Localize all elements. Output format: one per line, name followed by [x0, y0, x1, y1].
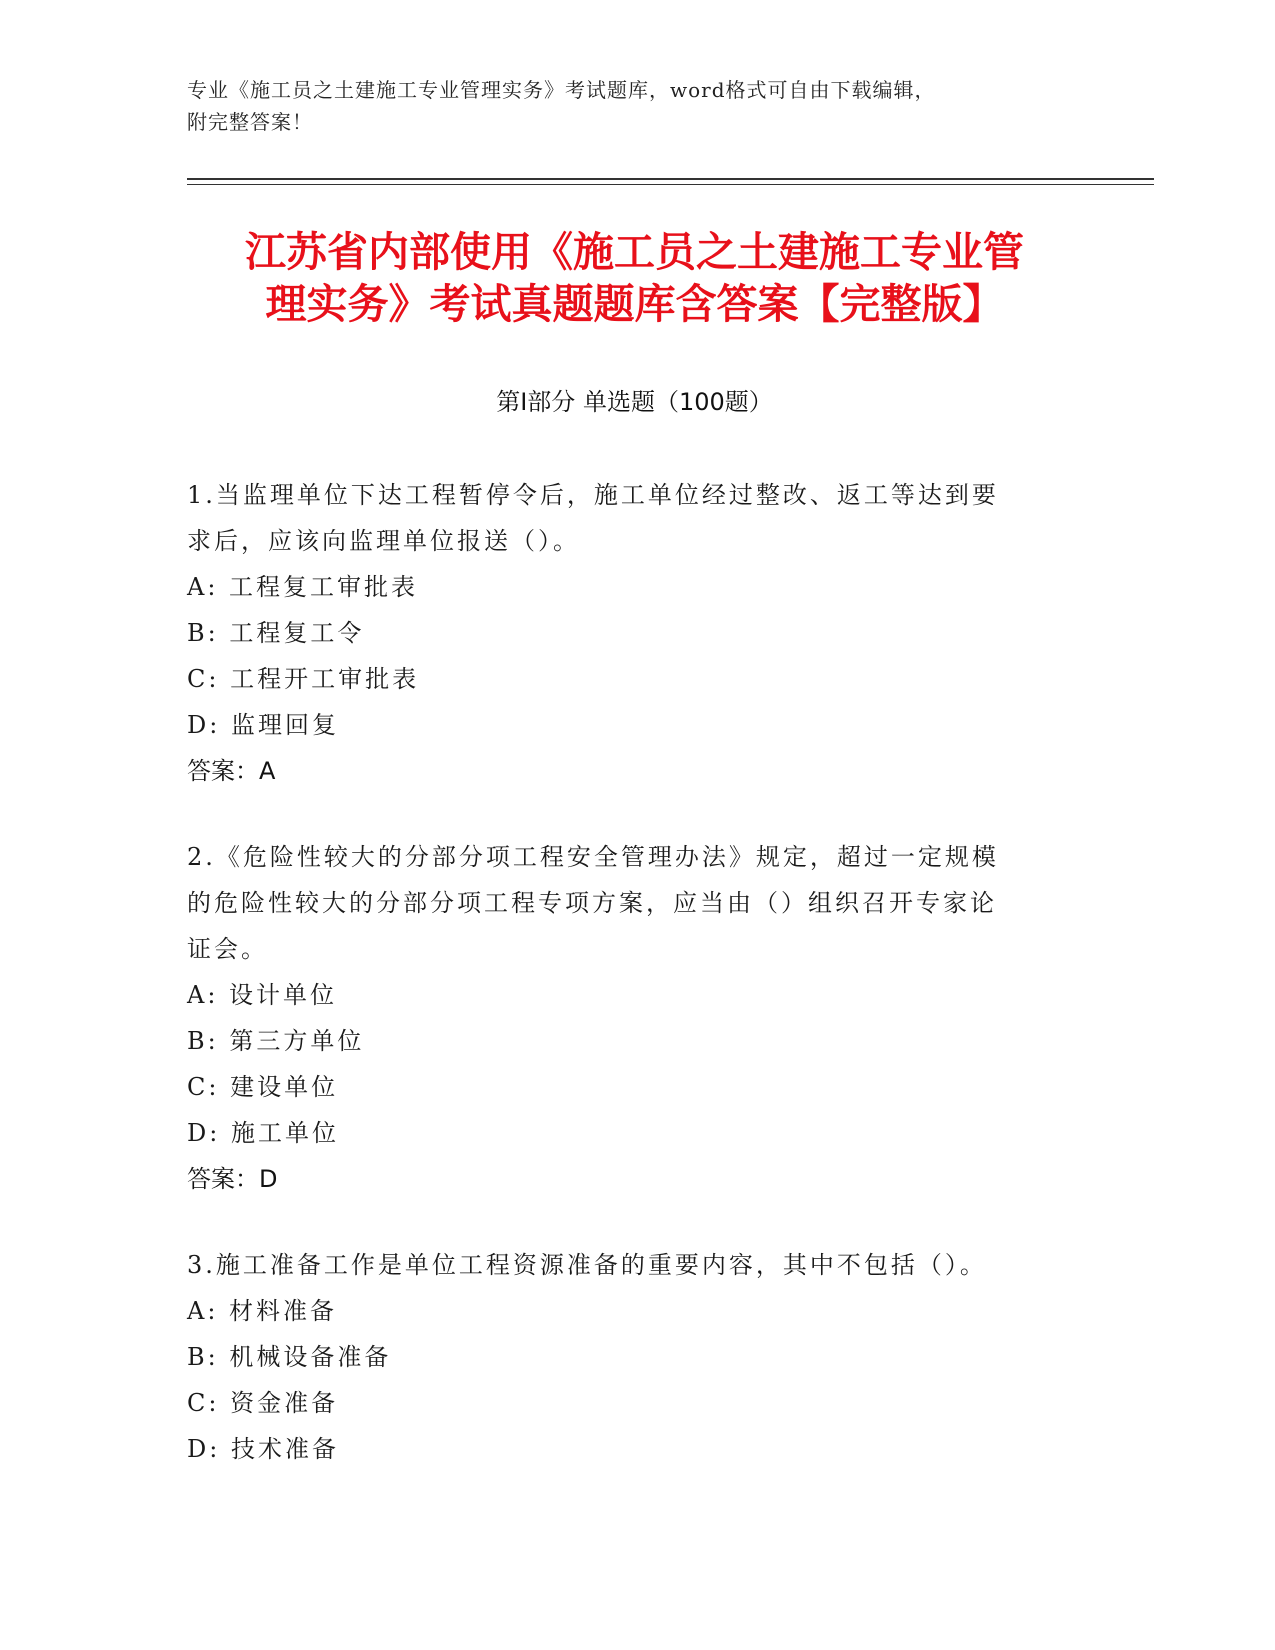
document-title-line-1: 江苏省内部使用《施工员之土建施工专业管 [245, 228, 1024, 276]
question-stem-line: 求后，应该向监理单位报送（）。 [187, 527, 580, 555]
option-a: A: 工程复工审批表 [187, 573, 419, 601]
question-stem-line: 证会。 [187, 935, 268, 963]
header-rule-thick [187, 178, 1154, 180]
header-note-line-2: 附完整答案！ [187, 110, 313, 134]
document-title-line-2: 理实务》考试真题题库含答案【完整版】 [265, 280, 1004, 328]
option-a: A: 设计单位 [187, 981, 338, 1009]
option-b: B: 机械设备准备 [187, 1343, 392, 1371]
option-a: A: 材料准备 [187, 1297, 338, 1325]
option-d: D: 施工单位 [187, 1119, 339, 1147]
option-c: C: 资金准备 [187, 1389, 339, 1417]
document-title [187, 226, 1082, 330]
option-b: B: 第三方单位 [187, 1027, 365, 1055]
question-3 [187, 1242, 1067, 1472]
answer: 答案：A [187, 757, 276, 785]
header-note [187, 74, 1067, 138]
question-list [187, 472, 1067, 1512]
question-stem-line: 的危险性较大的分部分项工程专项方案，应当由（）组织召开专家论 [187, 889, 997, 917]
question-stem-line: 1.当监理单位下达工程暂停令后，施工单位经过整改、返工等达到要 [187, 481, 999, 509]
option-b: B: 工程复工令 [187, 619, 365, 647]
answer: 答案：D [187, 1165, 278, 1193]
section-title: 第Ⅰ部分 单选题（100题） [496, 388, 773, 416]
header-note-line-1: 专业《施工员之土建施工专业管理实务》考试题库，word格式可自由下载编辑， [187, 78, 936, 102]
option-c: C: 工程开工审批表 [187, 665, 420, 693]
option-d: D: 监理回复 [187, 711, 339, 739]
question-1 [187, 472, 1067, 794]
option-c: C: 建设单位 [187, 1073, 339, 1101]
header-rule-thin [187, 184, 1154, 185]
option-d: D: 技术准备 [187, 1435, 339, 1463]
question-stem-line: 2.《危险性较大的分部分项工程安全管理办法》规定，超过一定规模 [187, 843, 999, 871]
question-2 [187, 834, 1067, 1202]
question-stem-line: 3.施工准备工作是单位工程资源准备的重要内容，其中不包括（）。 [187, 1251, 987, 1279]
